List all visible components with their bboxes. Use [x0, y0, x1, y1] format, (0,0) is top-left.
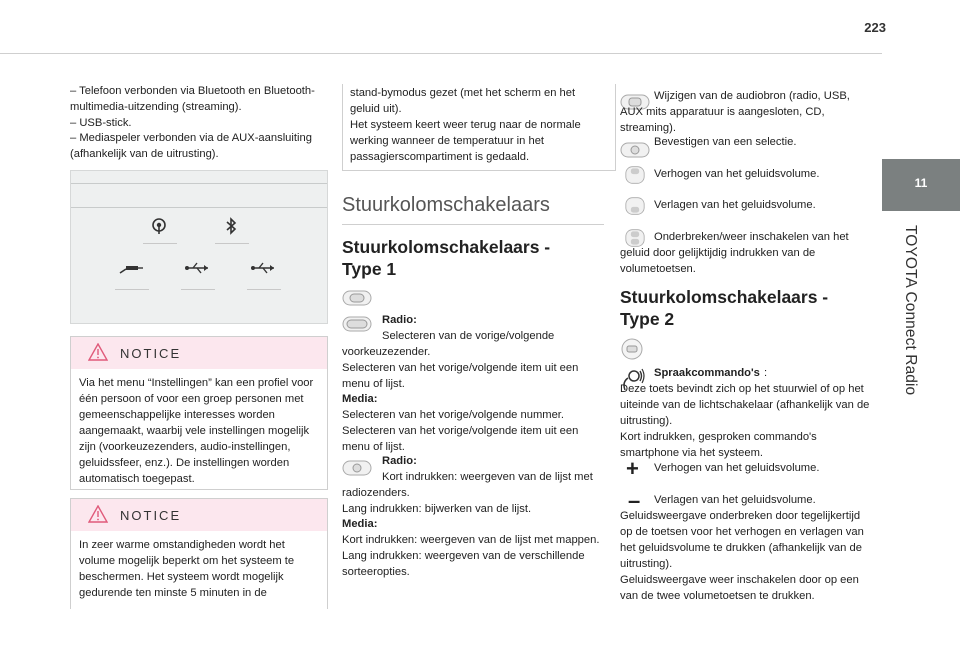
volume-up-description: Verhogen van het geluidsvolume.: [654, 462, 820, 474]
steering-wheel-control-icon: [620, 337, 644, 361]
bluetooth-icon: [213, 217, 249, 239]
media-source-screen-illustration: [70, 170, 328, 324]
chapter-tab: [882, 159, 960, 211]
steering-control-icon: [342, 288, 372, 308]
chapter-label: TOYOTA Connect Radio: [902, 225, 919, 396]
volume-down-button-icon: [620, 196, 650, 216]
notice-continuation: [342, 84, 616, 171]
notice-box: [70, 336, 328, 490]
volume-up-description: Verhogen van het geluidsvolume.: [654, 168, 820, 180]
label: Media:: [342, 393, 378, 405]
list-item: – USB-stick.: [70, 116, 132, 129]
subheading-line: Type 1: [342, 259, 397, 279]
chapter-number: 11: [914, 176, 928, 190]
voice-description: : Deze toets bevindt zich op het stuurwiel of op het uiteinde van de lichtschakelaar (afhankelijk van de uitrusting). Kort indrukken, gesproken commando's smartphone via het systeem.: [620, 367, 870, 459]
subheading-line: Stuurkolomschakelaars -: [620, 287, 829, 307]
plus-icon: +: [626, 456, 639, 481]
usb-icon: [179, 261, 215, 283]
source-description: Wijzigen van de audiobron (radio, USB, AUX mits apparatuur is aangesloten, CD, streaming).: [620, 90, 850, 134]
notice-text: In zeer warme omstandigheden wordt het volume mogelijk beperkt om het systeem te beschermen. Het systeem wordt mogelijk gedurende ten minste 5 minuten in de: [79, 539, 295, 599]
header-divider: [0, 53, 882, 54]
media-description: Selecteren van het vorige/volgende nummer. Selecteren van het vorige/volgende item uit een menu of lijst.: [342, 409, 579, 453]
radio-description: Kort indrukken: weergeven van de lijst met radiozenders. Lang indrukken: bijwerken van de lijst.: [342, 471, 593, 515]
subheading: [342, 236, 550, 280]
notice-box: [70, 498, 328, 609]
volume-up-button-icon: [620, 165, 650, 185]
subheading-line: Type 2: [620, 309, 675, 329]
notice-text: stand-bymodus gezet (met het scherm en het geluid uit). Het systeem keert weer terug naar de normale werking wanneer de temperatuur in het passagierscompartiment is gedaald.: [350, 87, 581, 163]
volume-down-description: Verlagen van het geluidsvolume. Geluidsweergave onderbreken door tegelijkertijd op de toetsen voor het verhogen en verlagen van het geluidsvolume te drukken (afhankelijk van de uitrusting). Geluidsweergave weer inschakelen door op een van de twee volumetoetsen te drukken.: [620, 494, 864, 602]
media-description: Kort indrukken: weergeven van de lijst met mappen. Lang indrukken: weergeven van de verschillende sorteeropties.: [342, 534, 600, 578]
label: Radio:: [382, 455, 417, 467]
list-item: – Telefoon verbonden via Bluetooth en Bluetooth-multimedia-uitzending (streaming).: [70, 85, 315, 113]
radio-description: Selecteren van de vorige/volgende voorkeuzezender. Selecteren van het vorige/volgende item uit een menu of lijst.: [342, 330, 579, 390]
radio-label: [382, 312, 417, 328]
warning-icon: [88, 343, 108, 361]
streaming-icon: [141, 217, 177, 239]
radio-label: [382, 453, 417, 469]
subheading-line: Stuurkolomschakelaars -: [342, 237, 551, 257]
notice-text: Via het menu “Instellingen” kan een profiel voor één persoon of voor een groep personen met gemeenschappelijke interesses worden aangemaakt, waarbij vele instellingen mogelijk zijn (voorkeuzezenders, audio-instellingen, geluidssfeer, enz.). De instellingen worden automatisch toegepast.: [79, 377, 314, 485]
mute-description: Onderbreken/weer inschakelen van het geluid door gelijktijdig indrukken van de volumetoetsen.: [620, 231, 849, 275]
confirm-description: Bevestigen van een selectie.: [654, 136, 797, 148]
label: Radio:: [382, 314, 417, 326]
section-heading: Stuurkolomschakelaars: [342, 194, 550, 216]
label: Media:: [342, 518, 378, 530]
aux-icon: [113, 261, 149, 283]
notice-title: NOTICE: [120, 508, 182, 523]
minus-icon: –: [628, 488, 641, 513]
media-label: [342, 391, 377, 407]
page-number: 223: [864, 20, 886, 35]
usb-icon: [245, 261, 281, 283]
subheading: [620, 286, 828, 330]
notice-title: NOTICE: [120, 346, 182, 361]
warning-icon: [88, 505, 108, 523]
source-list: [70, 84, 328, 163]
confirm-button-icon: [620, 140, 650, 160]
heading-rule: [342, 224, 604, 225]
list-item: – Mediaspeler verbonden via de AUX-aansluiting (afhankelijk van de uitrusting).: [70, 132, 312, 161]
media-label: [342, 516, 377, 532]
volume-down-description: Verlagen van het geluidsvolume.: [654, 199, 816, 211]
label: Spraakcommando's: [654, 367, 760, 379]
